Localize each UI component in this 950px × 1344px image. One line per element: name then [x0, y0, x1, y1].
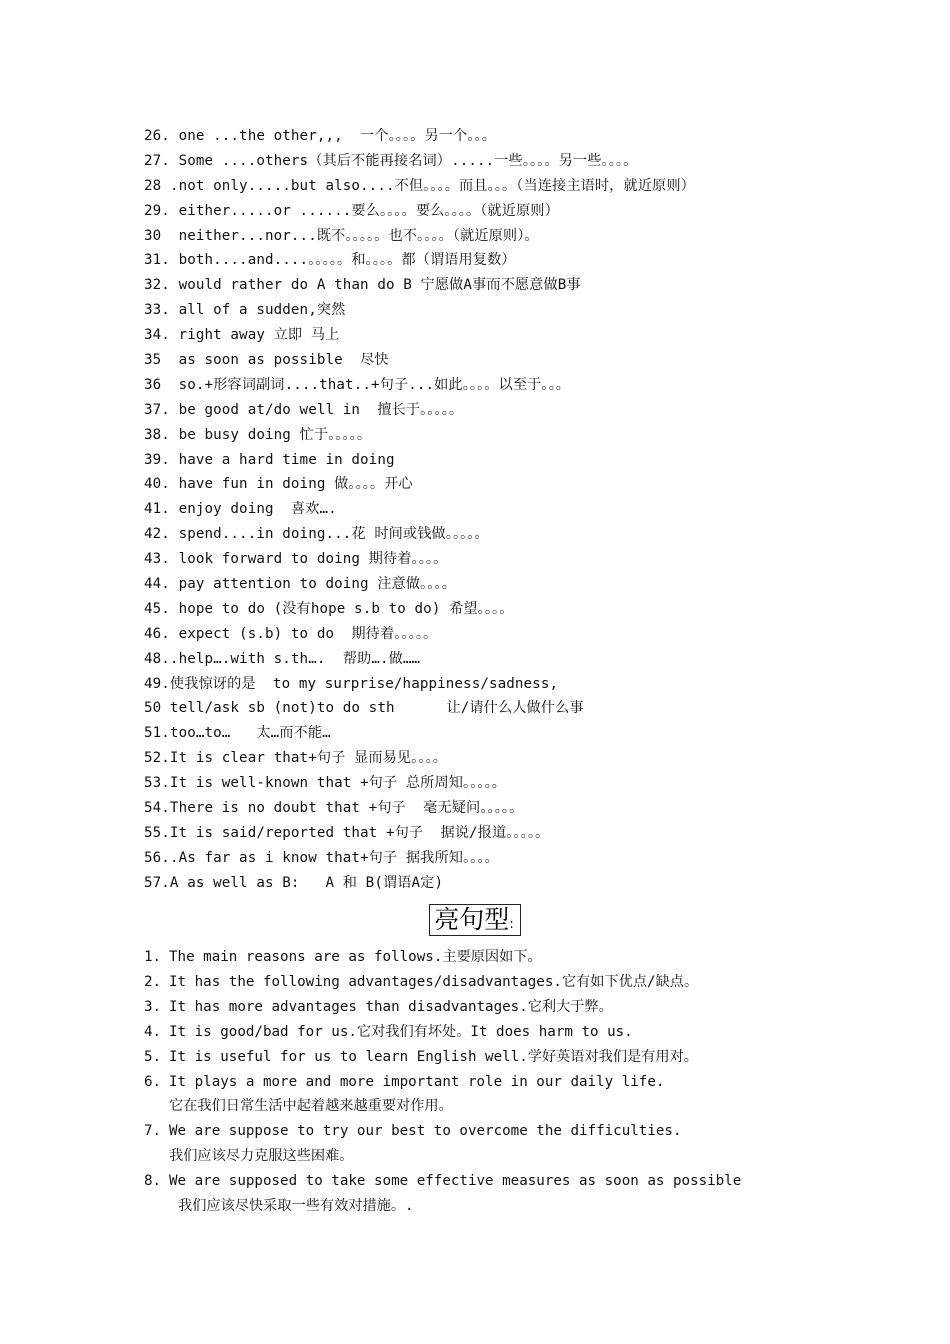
- sentence-item: [144, 945, 864, 970]
- phrase-item: 46. expect (s.b) to do 期待着。。。。。: [144, 625, 438, 642]
- phrase-item: 56..As far as i know that+句子 据我所知。。。。: [144, 849, 499, 866]
- phrase-item: 35 as soon as possible 尽快: [144, 352, 389, 369]
- phrase-item: 38. be busy doing 忙于。。。。。: [144, 426, 372, 443]
- sentence-number: 6.: [144, 1073, 162, 1090]
- sentence-number: 2.: [144, 973, 162, 990]
- sentence-text: It is good/bad for us.它对我们有坏处。It does harm to us.: [169, 1023, 633, 1040]
- phrase-item: 44. pay attention to doing 注意做。。。。: [144, 576, 457, 593]
- phrase-item: 54.There is no doubt that +句子 毫无疑问。。。。。: [144, 800, 524, 817]
- sentence-translation: 我们应该尽力克服这些困难。: [169, 1148, 354, 1165]
- phrase-item: 37. be good at/do well in 擅长于。。。。。: [144, 401, 464, 418]
- phrase-item: 31. both....and....。。。。。和。。。。都（谓语用复数）: [144, 252, 516, 269]
- phrase-item: 43. look forward to doing 期待着。。。。: [144, 551, 448, 568]
- phrase-item: 36 so.+形容词副词....that..+句子...如此。。。。以至于。。。: [144, 376, 571, 393]
- sentence-number: 7.: [144, 1123, 162, 1140]
- phrase-item: 33. all of a sudden,突然: [144, 302, 346, 319]
- phrase-item: 39. have a hard time in doing: [144, 451, 395, 468]
- sentence-list: [144, 945, 864, 1219]
- sentence-translation: 我们应该尽快采取一些有效对措施。.: [178, 1198, 414, 1215]
- sentence-number: 5.: [144, 1048, 162, 1065]
- phrase-item: 29. either.....or ......要么。。。。要么。。。。（就近原则）: [144, 202, 559, 219]
- sentence-text: We are supposed to take some effective measures as soon as possible: [169, 1173, 742, 1190]
- sentence-number: 3.: [144, 998, 162, 1015]
- phrase-item: 57.A as well as B: A 和 B(谓语A定): [144, 874, 444, 891]
- sentence-item: [144, 995, 864, 1020]
- phrase-item: 55.It is said/reported that +句子 据说/报道。。。。。: [144, 824, 550, 841]
- phrase-item: 48..help….with s.th…. 帮助….做……: [144, 650, 421, 667]
- phrase-item: 27. Some ....others（其后不能再接名词）.....一些。。。。另一些。。。。: [144, 152, 638, 169]
- phrase-item: 45. hope to do (没有hope s.b to do) 希望。。。。: [144, 600, 514, 617]
- section-heading-title: 亮句型: [434, 905, 510, 934]
- sentence-text: It has the following advantages/disadvantages.它有如下优点/缺点。: [169, 973, 699, 990]
- phrase-item: 50 tell/ask sb (not)to do sth 让/请什么人做什么事: [144, 700, 584, 717]
- sentence-number: 1.: [144, 949, 162, 965]
- sentence-number: 4.: [144, 1023, 162, 1040]
- sentence-number: 8.: [144, 1173, 162, 1190]
- sentence-text: It is useful for us to learn English well.学好英语对我们是有用对。: [169, 1048, 698, 1065]
- phrase-item: 51.too…to… 太…而不能…: [144, 725, 331, 742]
- phrase-item: 34. right away 立即 马上: [144, 327, 340, 344]
- section-heading-wrap: [0, 904, 950, 936]
- phrase-item: 52.It is clear that+句子 显而易见。。。。: [144, 750, 448, 767]
- sentence-text: It plays a more and more important role in our daily life.: [169, 1073, 665, 1090]
- phrase-item: 49.使我惊讶的是 to my surprise/happiness/sadness,: [144, 675, 559, 692]
- sentence-item: [144, 1070, 864, 1120]
- phrase-item: 30 neither...nor...既不。。。。。也不。。。。（就近原则）。: [144, 227, 539, 244]
- section-heading-colon: :: [509, 917, 514, 932]
- phrase-item: 42. spend....in doing...花 时间或钱做。。。。。: [144, 526, 489, 543]
- phrase-item: 26. one ...the other,,, 一个。。。。另一个。。。: [144, 128, 496, 144]
- sentence-item: [144, 970, 864, 995]
- sentence-item: [144, 1119, 864, 1169]
- sentence-translation: 它在我们日常生活中起着越来越重要对作用。: [169, 1098, 453, 1115]
- phrase-item: 40. have fun in doing 做。。。。开心: [144, 476, 413, 493]
- phrase-item: 32. would rather do A than do B 宁愿做A事而不愿意做B事: [144, 277, 581, 294]
- sentence-item: [144, 1045, 864, 1070]
- sentence-text: The main reasons are as follows.主要原因如下。: [169, 949, 542, 965]
- phrase-item: 41. enjoy doing 喜欢….: [144, 501, 337, 518]
- sentence-text: It has more advantages than disadvantages.它利大于弊。: [169, 998, 613, 1015]
- phrase-item: 53.It is well-known that +句子 总所周知。。。。。: [144, 775, 507, 792]
- phrase-item: 28 .not only.....but also....不但。。。。而且。。。（当连接主语时，就近原则）: [144, 177, 695, 194]
- phrase-list: [144, 124, 844, 896]
- sentence-text: We are suppose to try our best to overcome the difficulties.: [169, 1123, 682, 1140]
- sentence-item: [144, 1169, 864, 1219]
- section-heading: [429, 904, 520, 936]
- sentence-item: [144, 1020, 864, 1045]
